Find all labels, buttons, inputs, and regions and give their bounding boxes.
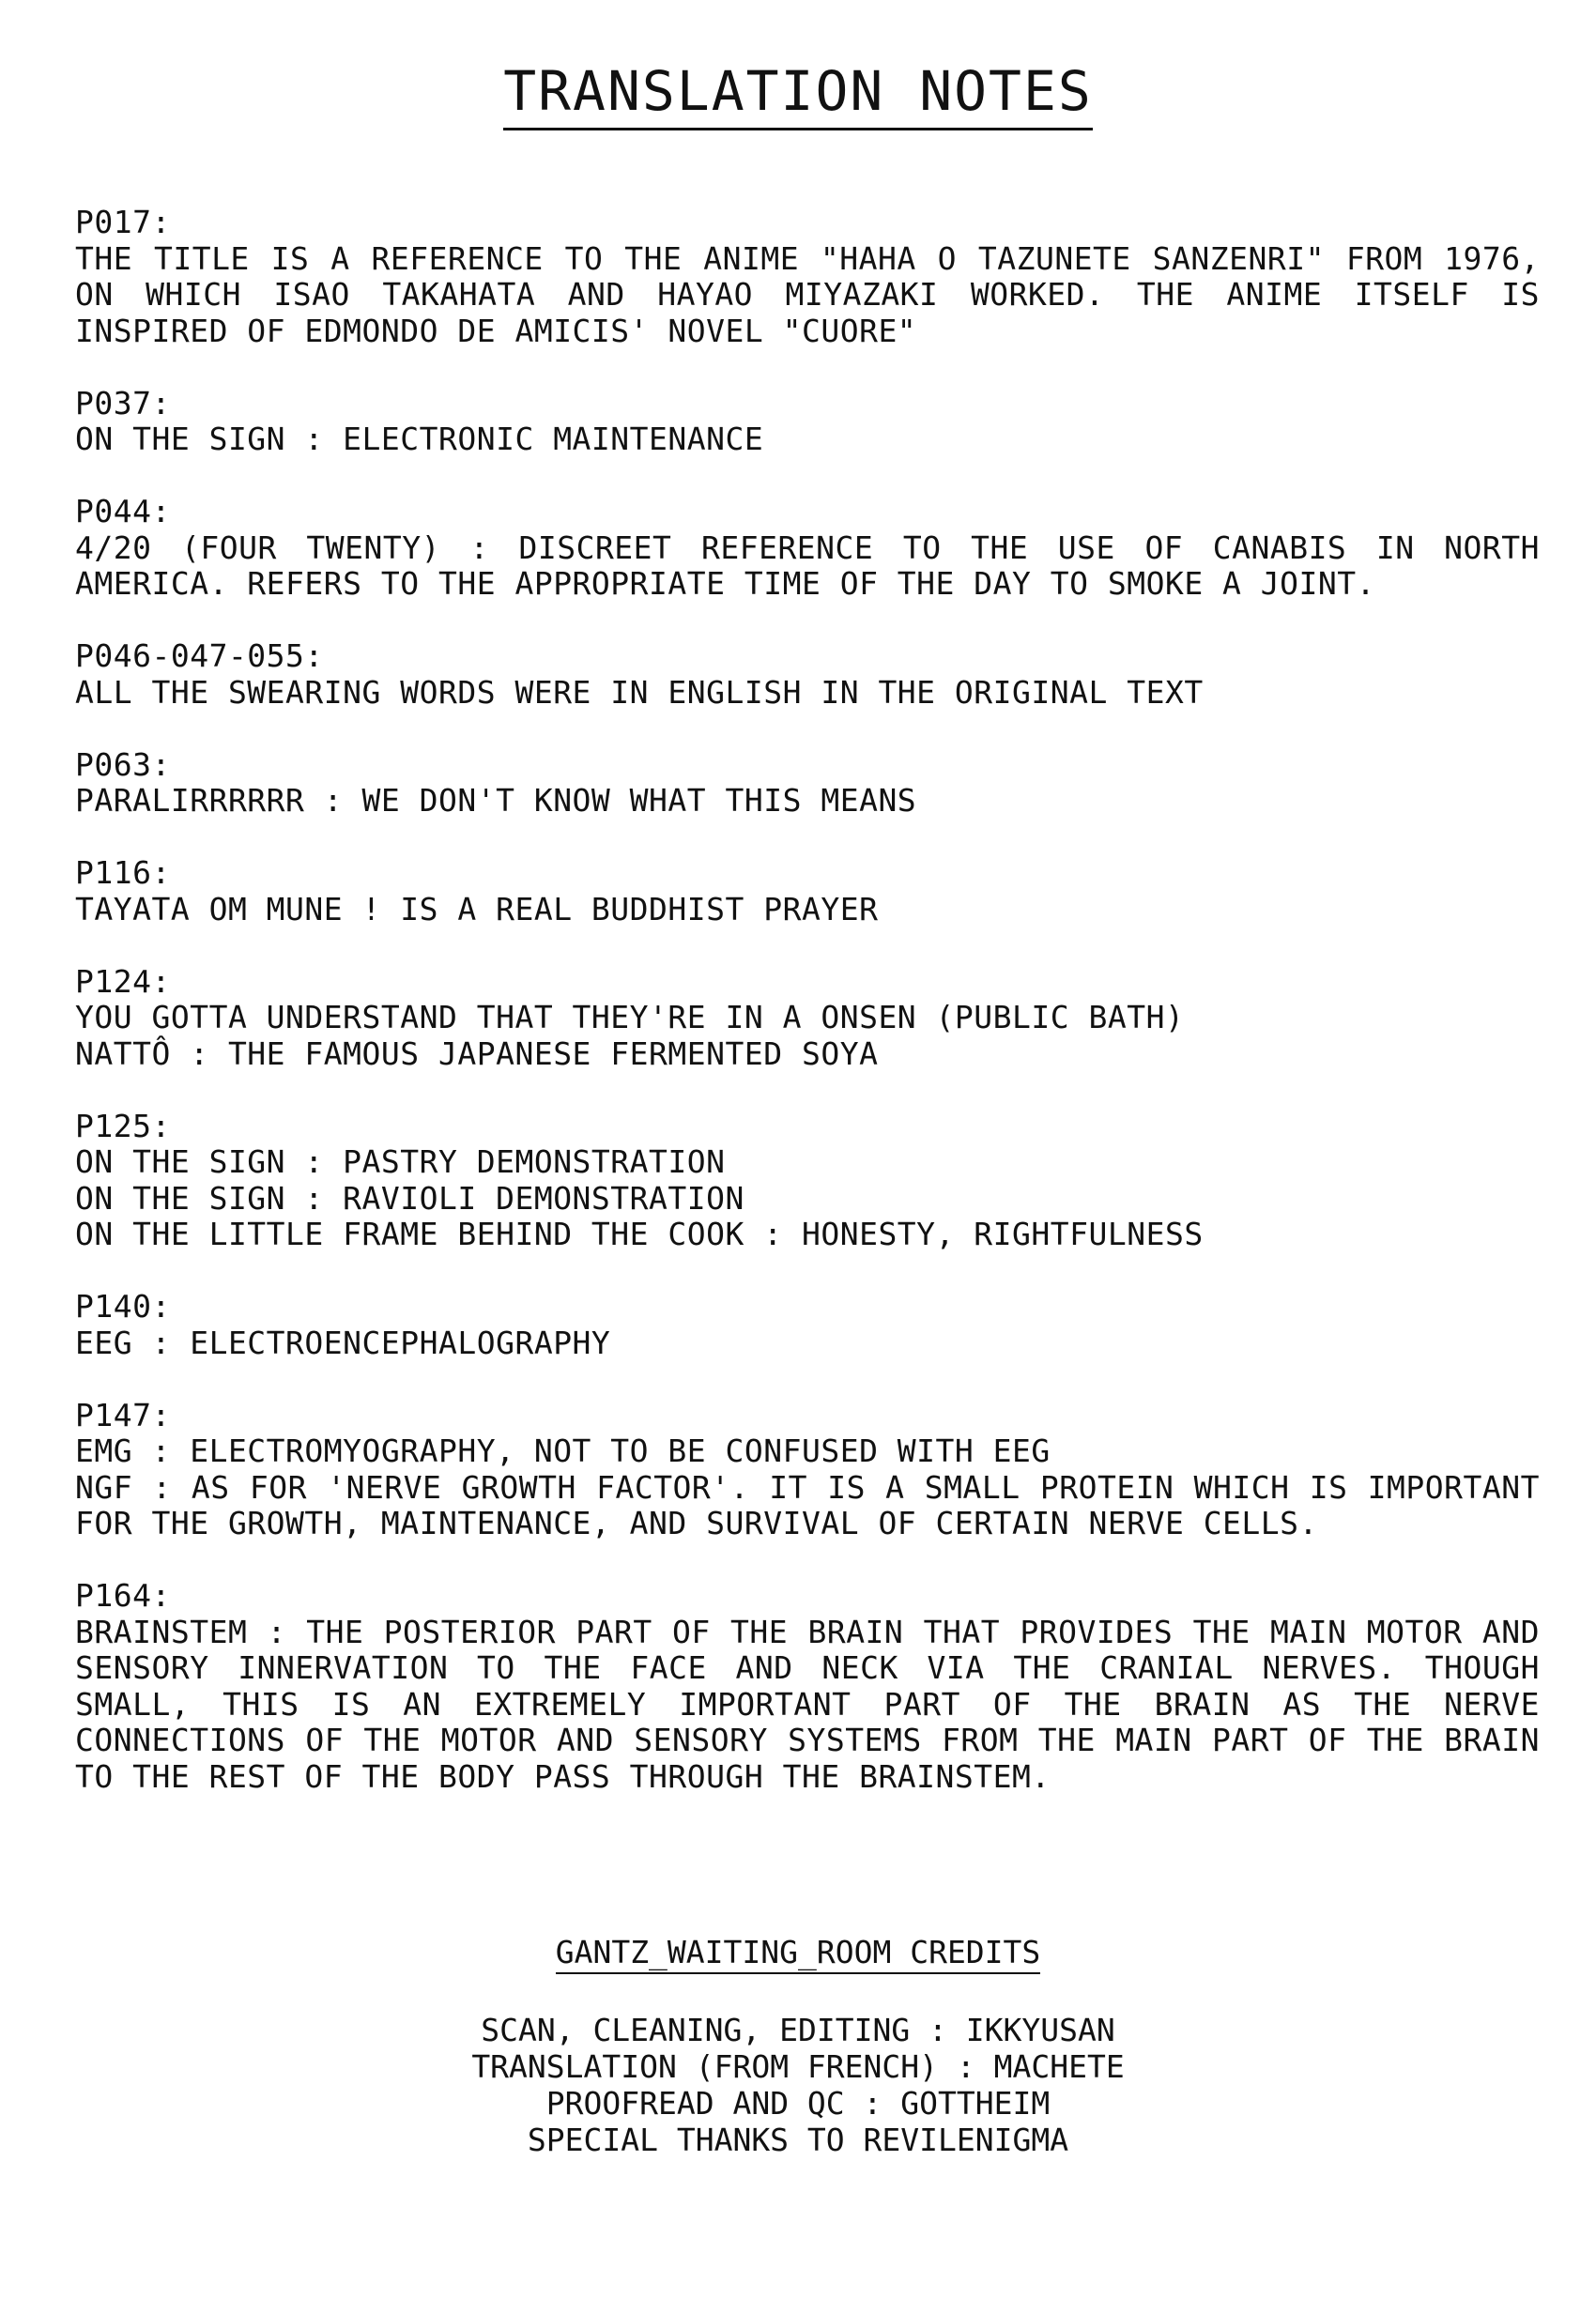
credits-section bbox=[0, 1934, 1596, 2158]
note-text: 4/20 (FOUR TWENTY) : DISCREET REFERENCE TO THE USE OF CANABIS IN NORTH AMERICA. REFERS TO THE APPROPRIATE TIME OF THE DAY TO SMOKE A JOINT. bbox=[75, 529, 1540, 602]
note-p125 bbox=[75, 1109, 1540, 1253]
note-text: YOU GOTTA UNDERSTAND THAT THEY'RE IN A ONSEN (PUBLIC BATH) bbox=[75, 999, 1185, 1035]
note-label: P037: bbox=[75, 384, 171, 421]
page-title bbox=[0, 58, 1596, 130]
note-p116 bbox=[75, 855, 1540, 927]
note-label: P044: bbox=[75, 493, 171, 529]
note-p037 bbox=[75, 386, 1540, 458]
note-p140 bbox=[75, 1289, 1540, 1361]
note-label: P140: bbox=[75, 1288, 171, 1325]
note-label: P147: bbox=[75, 1396, 171, 1433]
note-label: P017: bbox=[75, 204, 171, 240]
note-p164 bbox=[75, 1578, 1540, 1795]
note-text: ON THE SIGN : ELECTRONIC MAINTENANCE bbox=[75, 421, 764, 457]
note-text: THE TITLE IS A REFERENCE TO THE ANIME "HAHA O TAZUNETE SANZENRI" FROM 1976, ON WHICH ISAO TAKAHATA AND HAYAO MIYAZAKI WORKED. THE ANIME ITSELF IS INSPIRED OF EDMONDO DE AMICIS' NOVEL "CUORE" bbox=[75, 239, 1540, 349]
note-p017 bbox=[75, 205, 1540, 349]
note-label: P124: bbox=[75, 962, 171, 1000]
credit-line: TRANSLATION (FROM FRENCH) : MACHETE bbox=[471, 2048, 1125, 2085]
note-text: TAYATA OM MUNE ! IS A REAL BUDDHIST PRAYER bbox=[75, 890, 879, 927]
note-text: NGF : AS FOR 'NERVE GROWTH FACTOR'. IT IS A SMALL PROTEIN WHICH IS IMPORTANT FOR THE GROWTH, MAINTENANCE, AND SURVIVAL OF CERTAIN NERVE CELLS. bbox=[75, 1468, 1540, 1541]
note-p063 bbox=[75, 747, 1540, 820]
note-text: ON THE SIGN : RAVIOLI DEMONSTRATION bbox=[75, 1179, 744, 1217]
credit-line: PROOFREAD AND QC : GOTTHEIM bbox=[545, 2085, 1051, 2122]
note-label: P125: bbox=[75, 1107, 171, 1144]
note-text: ALL THE SWEARING WORDS WERE IN ENGLISH IN THE ORIGINAL TEXT bbox=[75, 673, 1204, 711]
note-text: EEG : ELECTROENCEPHALOGRAPHY bbox=[75, 1324, 611, 1361]
note-label: P164: bbox=[75, 1577, 171, 1614]
note-text: BRAINSTEM : THE POSTERIOR PART OF THE BRAIN THAT PROVIDES THE MAIN MOTOR AND SENSORY INNERVATION TO THE FACE AND NECK VIA THE CRANIAL NERVES. THOUGH SMALL, THIS IS AN EXTREMELY IMPORTANT PART OF THE BRAIN AS THE NERVE CONNECTIONS OF THE MOTOR AND SENSORY SYSTEMS FROM THE MAIN PART OF THE BRAIN TO THE REST OF THE BODY PASS THROUGH THE BRAINSTEM. bbox=[75, 1613, 1540, 1795]
note-text: ON THE SIGN : PASTRY DEMONSTRATION bbox=[75, 1143, 726, 1180]
note-p124 bbox=[75, 964, 1540, 1073]
page-title-text: TRANSLATION NOTES bbox=[503, 58, 1093, 130]
notes-list bbox=[75, 205, 1540, 1831]
note-p046-047-055 bbox=[75, 638, 1540, 711]
note-p044 bbox=[75, 494, 1540, 603]
credit-line: SPECIAL THANKS TO REVILENIGMA bbox=[527, 2122, 1069, 2158]
credits-heading: GANTZ_WAITING_ROOM CREDITS bbox=[556, 1934, 1041, 1974]
note-label: P046-047-055: bbox=[75, 637, 324, 674]
credit-line: SCAN, CLEANING, EDITING : IKKYUSAN bbox=[481, 2012, 1115, 2048]
note-label: P063: bbox=[75, 745, 171, 783]
note-text: EMG : ELECTROMYOGRAPHY, NOT TO BE CONFUSED WITH EEG bbox=[75, 1433, 1051, 1469]
note-text: PARALIRRRRRR : WE DON'T KNOW WHAT THIS MEANS bbox=[75, 782, 917, 819]
note-label: P116: bbox=[75, 854, 171, 891]
note-text: NATTÔ : THE FAMOUS JAPANESE FERMENTED SOYA bbox=[75, 1034, 879, 1072]
note-p147 bbox=[75, 1398, 1540, 1542]
note-text: ON THE LITTLE FRAME BEHIND THE COOK : HONESTY, RIGHTFULNESS bbox=[75, 1216, 1204, 1252]
